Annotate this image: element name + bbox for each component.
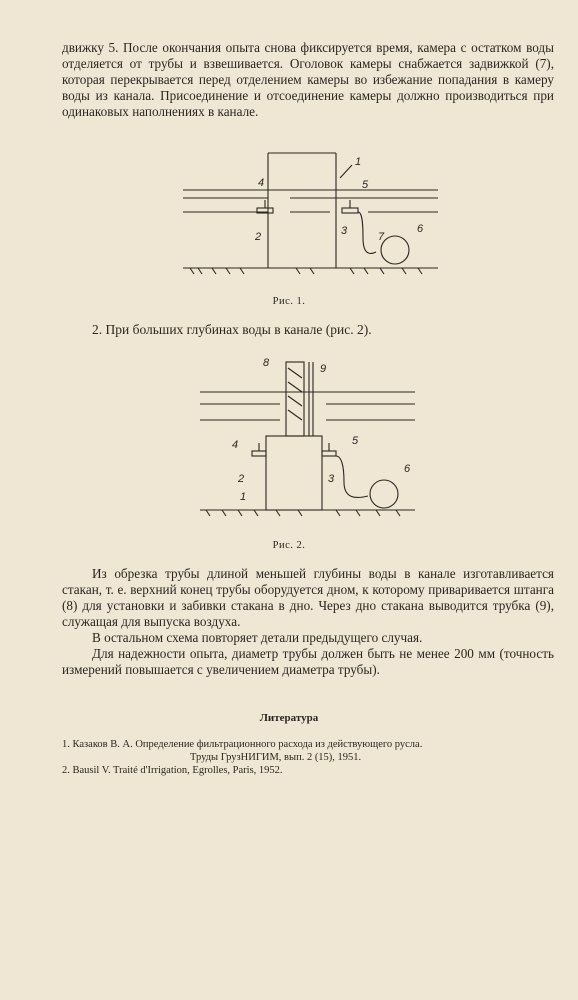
fig2-label-5: 5 xyxy=(352,435,359,447)
valve-4 xyxy=(252,451,266,456)
fig2-label-6: 6 xyxy=(404,463,411,475)
reference-2 xyxy=(62,764,562,777)
fig1-label-5: 5 xyxy=(362,179,369,191)
figure-1-caption: Рис. 1. xyxy=(272,296,306,307)
literature-title: Литература xyxy=(259,712,319,724)
fig2-label-1: 1 xyxy=(240,491,247,503)
fig1-label-1: 1 xyxy=(355,156,362,168)
figure-2-caption: Рис. 2. xyxy=(272,540,306,551)
fig1-label-2: 2 xyxy=(255,231,262,243)
soil-hatching xyxy=(206,510,400,516)
fig2-label-8: 8 xyxy=(263,357,270,369)
fig2-label-9: 9 xyxy=(320,363,327,375)
fig1-label-3: 3 xyxy=(341,225,348,237)
body-text xyxy=(62,566,554,678)
fig1-label-6: 6 xyxy=(417,223,424,235)
fig1-label-4: 4 xyxy=(258,177,265,189)
reference-2-line-1: 2. Bausil V. Traité d'Irrigation, Egrolles, Paris, 1952. xyxy=(62,765,283,776)
reference-1-line-1: 1. Казаков В. А. Определение фильтрационного расхода из действующего русла. xyxy=(62,739,423,750)
valve-5 xyxy=(322,451,336,456)
hose xyxy=(336,456,368,497)
fig2-label-3: 3 xyxy=(328,473,335,485)
fig2-label-2: 2 xyxy=(238,473,245,485)
reference-1 xyxy=(62,738,562,764)
rod-8-hatching xyxy=(288,368,302,420)
paragraph-c: Для надежности опыта, диаметр трубы должен быть не менее 200 мм (точность измерений повышается с увеличением диаметра трубы). xyxy=(62,646,554,677)
cup-pipe xyxy=(266,436,322,510)
paragraph-b: В остальном схема повторяет детали предыдущего случая. xyxy=(92,630,423,645)
fig2-label-4: 4 xyxy=(232,439,239,451)
fig1-label-7: 7 xyxy=(378,231,385,243)
section-2-heading: 2. При больших глубинах воды в канале (рис. 2). xyxy=(92,322,372,337)
reference-1-line-2: Труды ГрузНИГИМ, вып. 2 (15), 1951. xyxy=(190,752,362,763)
chamber-6 xyxy=(370,480,398,508)
top-paragraph-text: движку 5. После окончания опыта снова фиксируется время, камера с остатком воды отделяется от трубы и взвешивается. Оголовок камеры снабжается задвижкой (7), которая перекрывается перед отделением камеры во избежание попадания в камеру воды из канала. Присоединение и отсоединение камеры должно производиться при одинаковых наполнениях в канале. xyxy=(62,40,554,119)
paragraph-a: Из обрезка трубы длиной меньшей глубины воды в канале изготавливается стакан, т. е. верхний конец трубы оборудуется дном, к которому приваривается штанга (8) для установки и забивки стакана в дно. Через дно стакана выводится трубка (9), служащая для выпуска воздуха. xyxy=(62,566,554,629)
